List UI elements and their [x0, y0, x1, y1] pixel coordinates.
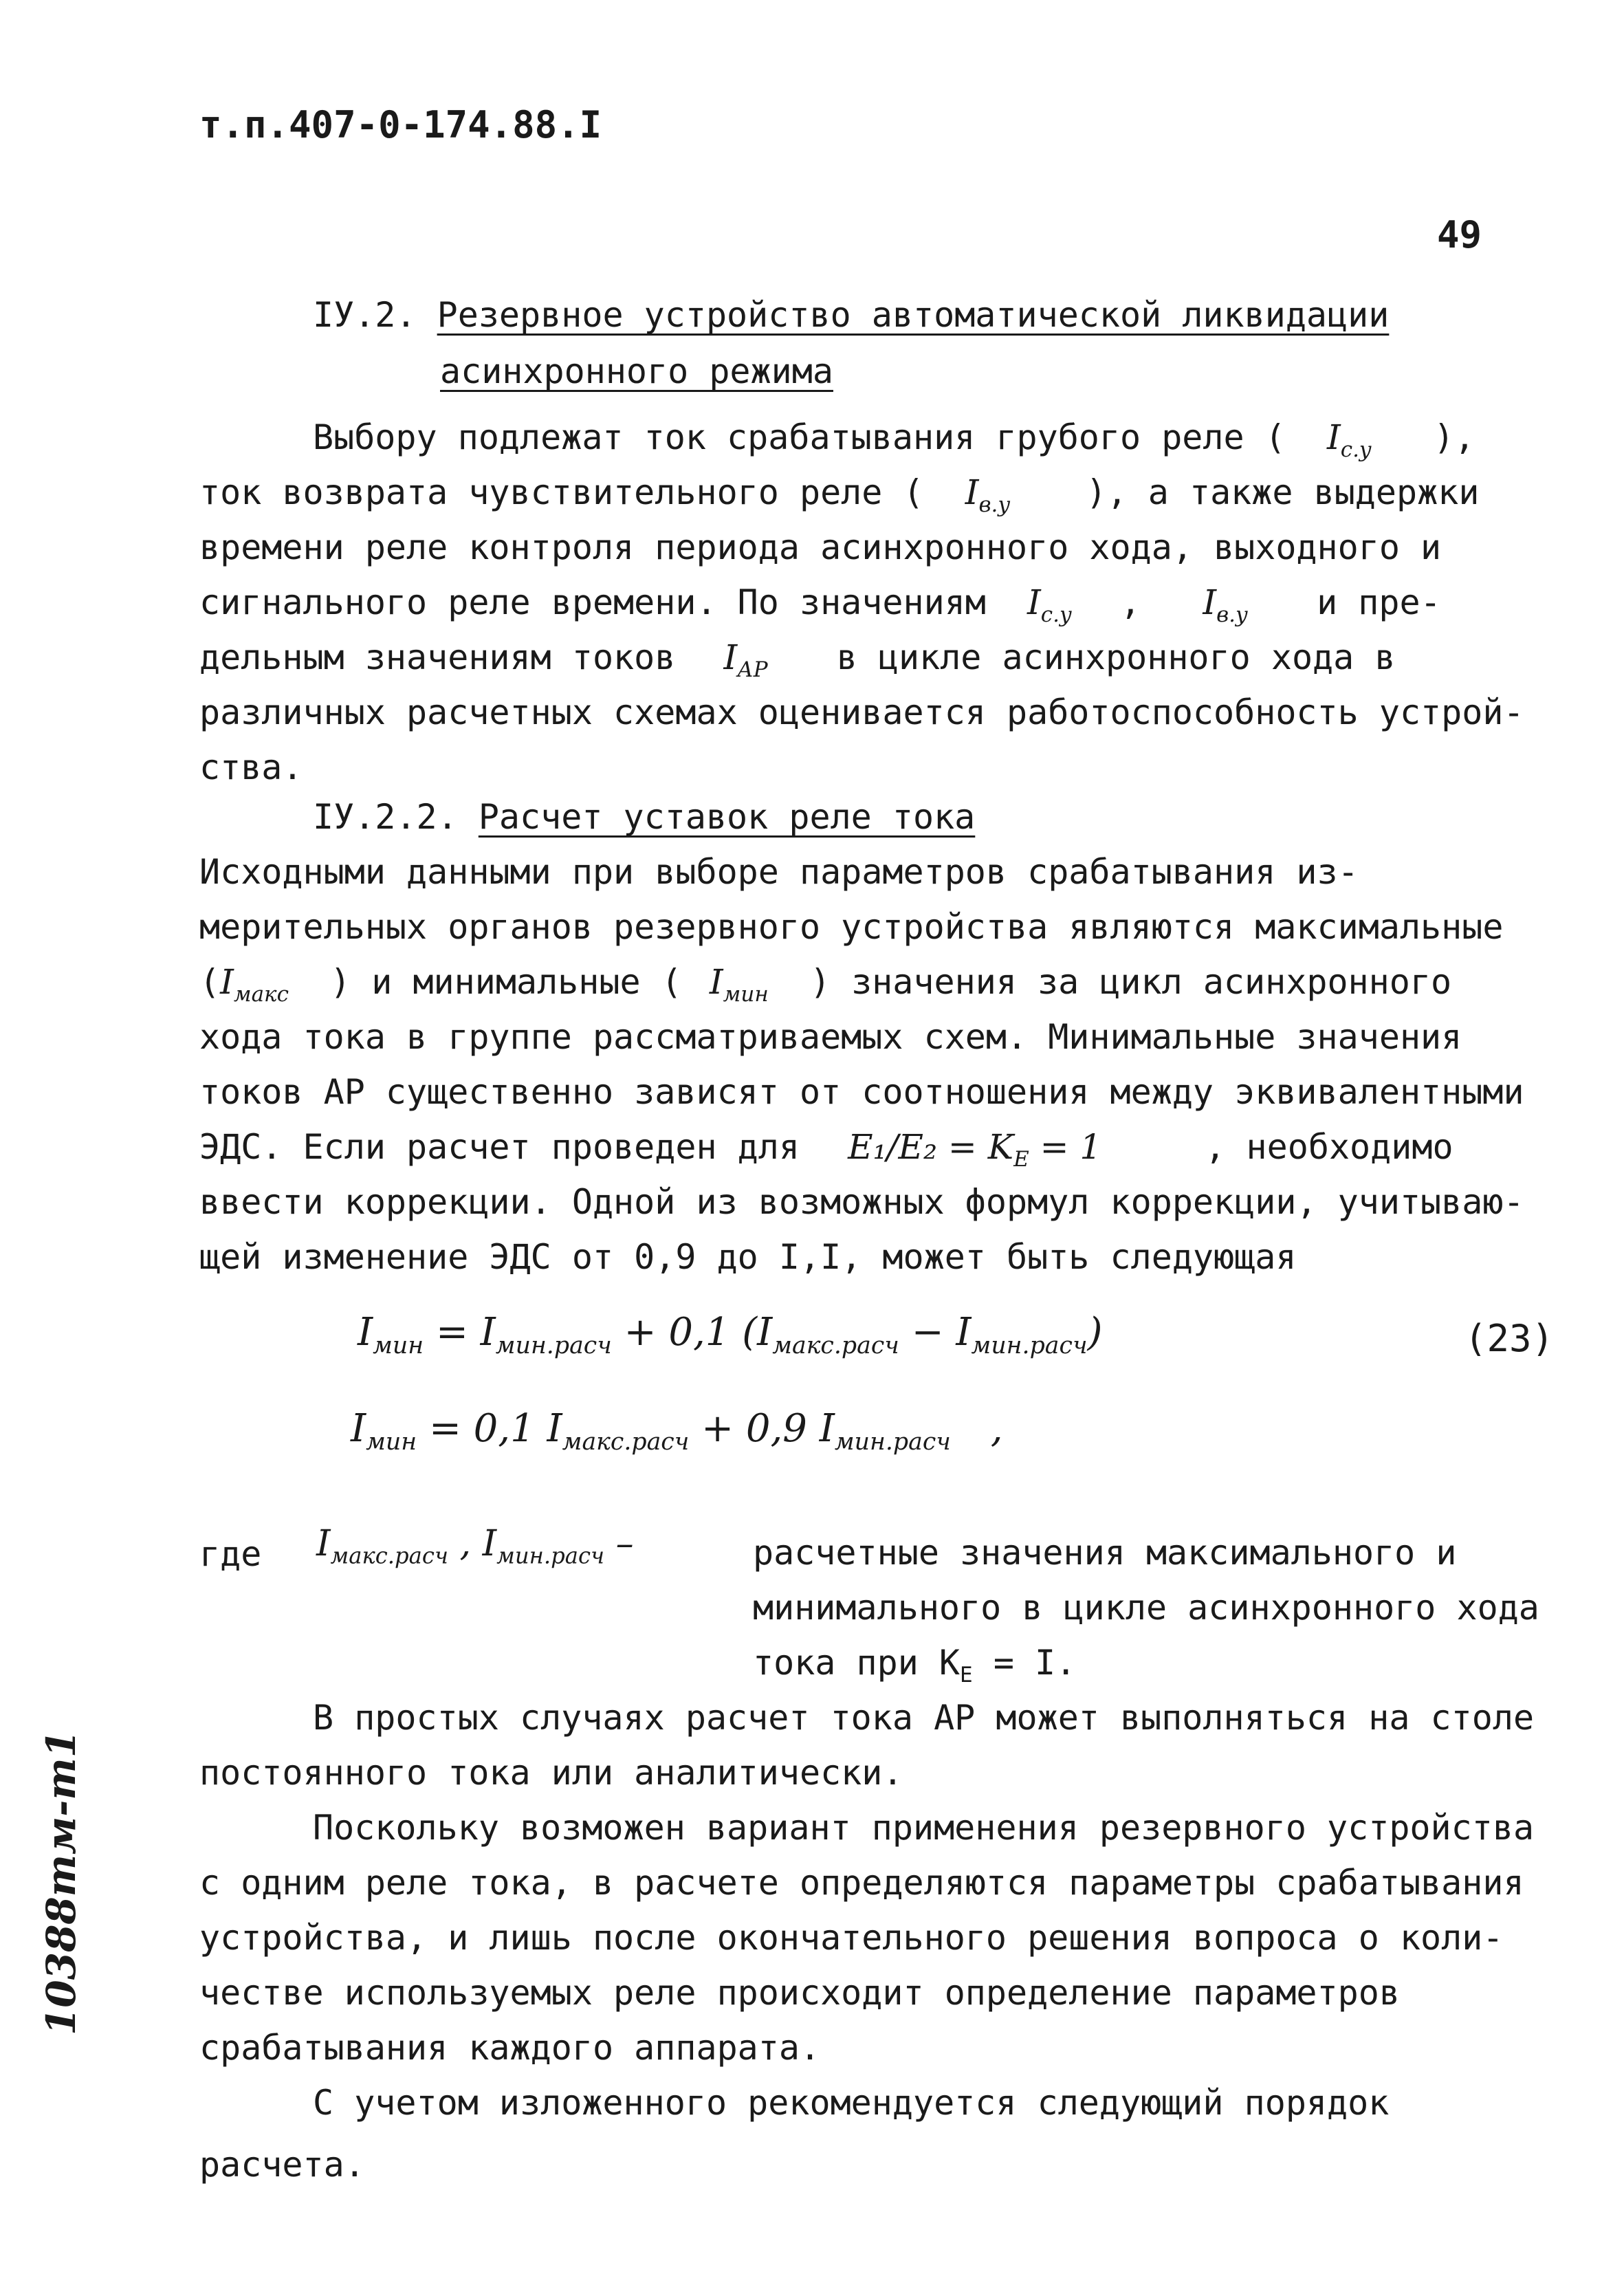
para4-line1: Поскольку возможен вариант применения резервного устройства [313, 1808, 1535, 1848]
subsection-title: Расчет уставок реле тока [478, 797, 976, 837]
para2-line5: токов АР существенно зависят от соотношения между эквивалентными [199, 1072, 1524, 1112]
para2-line6: ЭДС. Если расчет проведен для $E_1/E_2 = K_E = 1$ , необходимо [199, 1127, 1453, 1172]
where-symbols: $I_{макс.расч}$ , $I_{мин.расч}$ – [316, 1523, 634, 1569]
where-desc-line3: тока при $K_E = I$. [753, 1643, 1077, 1687]
subsection-heading [313, 796, 975, 838]
para1-line4: сигнального реле времени. По значениям $I_{с.у}$ , $I_{в.у}$ и пре- [199, 582, 1441, 627]
para2-line7: ввести коррекции. Одной из возможных формул коррекции, учитываю- [199, 1182, 1524, 1222]
para5-line2: расчета. [199, 2145, 365, 2185]
para2-line2: мерительных органов резервного устройства являются максимальные [199, 907, 1504, 947]
section-heading [313, 294, 1389, 336]
para1-line3: времени реле контроля периода асинхронного хода, выходного и [199, 527, 1442, 567]
para4-line2: с одним реле тока, в расчете определяются параметры срабатывания [199, 1863, 1524, 1903]
para2-line4: хода тока в группе рассматриваемых схем. Минимальные значения [199, 1017, 1462, 1057]
para3-line1: В простых случаях расчет тока АР может выполняться на столе [313, 1698, 1535, 1738]
para4-line4: честве используемых реле происходит определение параметров [199, 1973, 1400, 2013]
para1-line5: дельным значениям токов $I_{АР}$ в цикле асинхронного хода в [199, 637, 1396, 682]
para3-line2: постоянного тока или аналитически. [199, 1753, 903, 1793]
document-code: т.п.407-0-174.88.I [199, 103, 602, 146]
where-desc-line2: минимального в цикле асинхронного хода [753, 1588, 1539, 1628]
para1-line6: различных расчетных схемах оценивается работоспособность устрой- [199, 692, 1524, 732]
section-title-line1: Резервное устройство автоматической ликвидации [437, 295, 1390, 335]
para2-line1: Исходными данными при выборе параметров срабатывания из- [199, 852, 1359, 892]
para4-line5: срабатывания каждого аппарата. [199, 2028, 821, 2068]
subsection-number: IУ.2.2. [313, 797, 458, 837]
where-desc-line1: расчетные значения максимального и [753, 1533, 1457, 1573]
section-heading-cont [440, 351, 833, 392]
para2-line3: ($I_{макс}$ ) и минимальные ( $I_{мин}$ ) значения за цикл асинхронного [199, 962, 1452, 1007]
formula-line1: $I_{мин} = I_{мин.расч} + 0,1$ $(I_{макс.расч} - I_{мин.расч})$ [358, 1310, 1103, 1360]
formula-line2: $I_{мин} = 0,1$ $I_{макс.расч} + 0,9$ $I_{мин.расч}$ , [351, 1406, 1003, 1456]
para2-line8: щей изменение ЭДС от 0,9 до I,I, может быть следующая [199, 1237, 1297, 1277]
page-number: 49 [1437, 213, 1482, 256]
section-title-line2: асинхронного режима [440, 351, 833, 391]
para1-line1: Выбору подлежат ток срабатывания грубого реле ( $I_{с.у}$ ), [313, 417, 1475, 462]
inventory-number: 10388тм-т1 [38, 1729, 85, 2035]
formula-number: (23) [1464, 1317, 1555, 1360]
where-label: где [199, 1534, 262, 1574]
para5-line1: С учетом изложенного рекомендуется следующий порядок [313, 2083, 1390, 2123]
para1-line7: ства. [199, 747, 303, 787]
section-number: IУ.2. [313, 295, 417, 335]
para1-line2: ток возврата чувствительного реле ( $I_{в.у}$ ), а также выдержки [199, 472, 1480, 517]
para4-line3: устройства, и лишь после окончательного решения вопроса о коли- [199, 1918, 1504, 1958]
